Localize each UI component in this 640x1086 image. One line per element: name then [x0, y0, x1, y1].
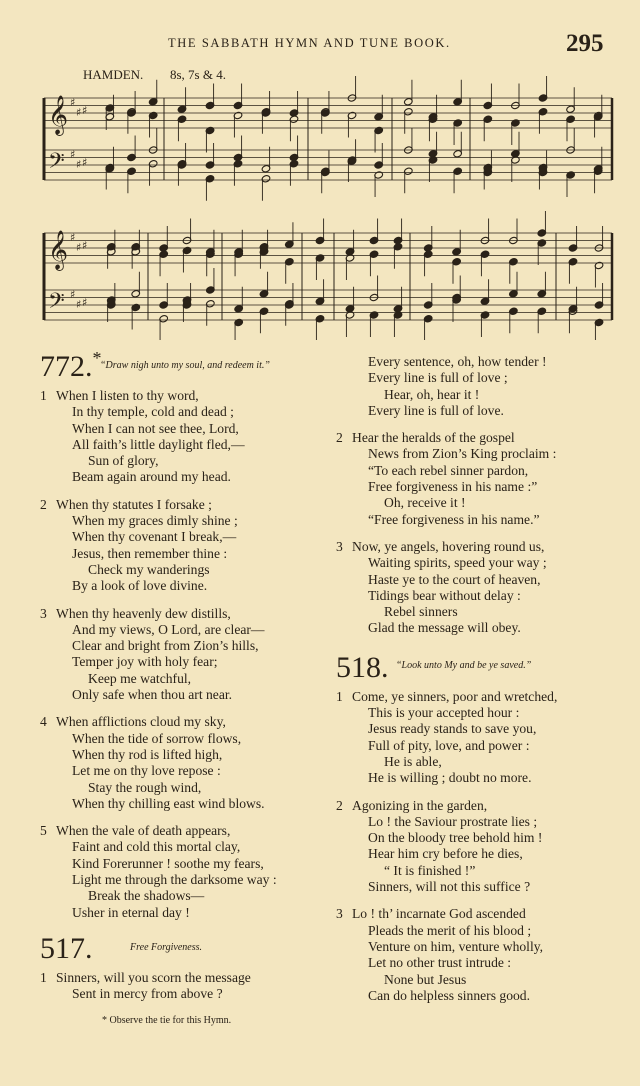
- stanza: [40, 388, 330, 486]
- verse-line: [40, 747, 330, 763]
- verse-text: Let me on thy love repose :: [72, 763, 221, 779]
- hymn-number: 517.: [40, 931, 93, 965]
- stanza: [336, 430, 636, 528]
- left-column: [40, 350, 330, 1014]
- verse-line: [40, 546, 330, 562]
- verse-text: Can do helpless sinners good.: [368, 987, 530, 1003]
- verse-text: “ It is finished !”: [384, 862, 476, 878]
- verse-line: [336, 354, 636, 370]
- hymn-517-stanzas-continued: [336, 354, 636, 637]
- verse-line: [40, 388, 330, 404]
- verse-text: When the tide of sorrow flows,: [72, 730, 242, 746]
- verse-text: When I can not see thee, Lord,: [72, 420, 239, 436]
- stanza: [336, 354, 636, 419]
- sharp-icon: ♯: [76, 106, 82, 119]
- verse-text: Rebel sinners: [384, 604, 458, 620]
- verse-text: Only safe when thou art near.: [72, 687, 233, 703]
- hymn-772: [40, 350, 330, 921]
- verse-line: [336, 403, 636, 419]
- sharp-icon: ♯: [82, 104, 88, 117]
- stanza-number: 2: [40, 496, 47, 512]
- stanza-number: 3: [336, 906, 343, 922]
- verse-line: [336, 430, 636, 446]
- sharp-icon: ♯: [82, 156, 88, 169]
- verse-line: [336, 738, 636, 754]
- verse-line: [336, 830, 636, 846]
- bass-clef-icon: 𝄢: [48, 289, 65, 319]
- sharp-icon: ♯: [70, 231, 76, 244]
- verse-line: [336, 721, 636, 737]
- verse-text: Jesus ready stands to save you,: [368, 721, 537, 737]
- verse-text: “To each rebel sinner pardon,: [368, 462, 529, 478]
- verse-text: When thy covenant I break,—: [72, 529, 237, 545]
- verse-line: [40, 731, 330, 747]
- verse-line: [336, 705, 636, 721]
- music-score: [0, 0, 640, 340]
- verse-text: Hear the heralds of the gospel: [352, 430, 515, 446]
- verse-line: [336, 604, 636, 620]
- hymn-518-heading: [336, 651, 636, 689]
- verse-line: [336, 754, 636, 770]
- verse-text: Waiting spirits, speed your way ;: [368, 555, 547, 571]
- verse-text: Every line is full of love.: [368, 402, 504, 418]
- stanza-number: 3: [336, 538, 343, 554]
- verse-text: None but Jesus: [384, 971, 467, 987]
- verse-line: [40, 421, 330, 437]
- verse-text: When afflictions cloud my sky,: [56, 714, 226, 730]
- verse-line: [40, 578, 330, 594]
- verse-text: Sun of glory,: [88, 453, 159, 469]
- verse-text: When thy rod is lifted high,: [72, 746, 223, 762]
- stanza: [40, 497, 330, 595]
- verse-text: When thy chilling east wind blows.: [72, 795, 265, 811]
- verse-text: He is able,: [384, 753, 442, 769]
- verse-line: [336, 689, 636, 705]
- hymn-epigraph: “Look unto My and be ye saved.”: [396, 660, 532, 672]
- verse-line: [336, 972, 636, 988]
- verse-line: [336, 770, 636, 786]
- verse-text: And my views, O Lord, are clear—: [72, 621, 265, 637]
- verse-line: [40, 970, 330, 986]
- stanza-number: 4: [40, 714, 47, 730]
- verse-text: Faint and cold this mortal clay,: [72, 839, 241, 855]
- verse-text: When the vale of death appears,: [56, 823, 231, 839]
- verse-text: Hear, oh, hear it !: [384, 386, 480, 402]
- verse-text: On the bloody tree behold him !: [368, 830, 543, 846]
- verse-line: [336, 572, 636, 588]
- stanza: [336, 798, 636, 896]
- verse-text: Light me through the darksome way :: [72, 872, 277, 888]
- verse-line: [336, 988, 636, 1004]
- stanza: [40, 606, 330, 704]
- verse-line: [336, 555, 636, 571]
- stanza-number: 2: [336, 797, 343, 813]
- verse-line: [40, 872, 330, 888]
- verse-text: Free forgiveness in his name :”: [368, 479, 538, 495]
- verse-line: [40, 622, 330, 638]
- stanza: [40, 970, 330, 1003]
- sharp-icon: ♯: [76, 241, 82, 254]
- verse-line: [40, 796, 330, 812]
- verse-text: When my graces dimly shine ;: [72, 513, 238, 529]
- footnote: * Observe the tie for this Hymn.: [102, 1015, 232, 1026]
- hymn-517-heading: [40, 932, 330, 970]
- verse-text: Pleads the merit of his blood ;: [368, 922, 532, 938]
- hymn-518-stanzas: [336, 689, 636, 1004]
- verse-text: He is willing ; doubt no more.: [368, 770, 532, 786]
- sharp-icon: ♯: [70, 96, 76, 109]
- stanza: [40, 823, 330, 921]
- verse-line: [40, 453, 330, 469]
- hymn-number: 518.: [336, 650, 389, 684]
- verse-text: Lo ! the Saviour prostrate lies ;: [368, 813, 538, 829]
- verse-text: Come, ye sinners, poor and wretched,: [352, 688, 558, 704]
- verse-line: [336, 370, 636, 386]
- verse-line: [40, 529, 330, 545]
- verse-line: [336, 387, 636, 403]
- verse-line: [336, 588, 636, 604]
- right-column: [336, 354, 636, 1015]
- verse-text: Every line is full of love ;: [368, 370, 508, 386]
- verse-line: [40, 839, 330, 855]
- verse-text: Beam again around my head.: [72, 469, 231, 485]
- stanza: [40, 714, 330, 812]
- verse-text: Glad the message will obey.: [368, 620, 521, 636]
- stanza-number: 5: [40, 823, 47, 839]
- hymn-epigraph: Free Forgiveness.: [130, 941, 203, 953]
- verse-text: Temper joy with holy fear;: [72, 654, 218, 670]
- verse-text: Break the shadows—: [88, 888, 205, 904]
- verse-line: [40, 606, 330, 622]
- verse-line: [336, 446, 636, 462]
- verse-text: Full of pity, love, and power :: [368, 737, 530, 753]
- verse-text: This is your accepted hour :: [368, 705, 520, 721]
- verse-line: [40, 763, 330, 779]
- verse-line: [40, 856, 330, 872]
- hymn-footnote-mark: *: [92, 348, 102, 368]
- verse-line: [336, 495, 636, 511]
- verse-line: [336, 846, 636, 862]
- verse-text: Check my wanderings: [88, 561, 210, 577]
- verse-line: [40, 638, 330, 654]
- tune-name: HAMDEN.: [83, 67, 144, 82]
- hymn-517-stanzas-start: [40, 970, 330, 1003]
- treble-clef-icon: 𝄞: [48, 230, 69, 270]
- music-system-1: [44, 76, 612, 201]
- verse-line: [336, 939, 636, 955]
- verse-text: Lo ! th’ incarnate God ascended: [352, 906, 526, 922]
- verse-text: Usher in eternal day !: [72, 904, 190, 920]
- verse-text: Now, ye angels, hovering round us,: [352, 538, 545, 554]
- verse-text: All faith’s little daylight fled,—: [72, 436, 245, 452]
- hymn-517: [40, 932, 330, 1003]
- verse-text: Let no other trust intrude :: [368, 955, 512, 971]
- verse-line: [336, 814, 636, 830]
- sharp-icon: ♯: [82, 296, 88, 309]
- verse-text: When thy statutes I forsake ;: [56, 496, 212, 512]
- verse-text: Sinners, will not this suffice ?: [368, 879, 531, 895]
- verse-line: [40, 823, 330, 839]
- stanza-number: 2: [336, 430, 343, 446]
- verse-text: When I listen to thy word,: [56, 388, 199, 403]
- verse-line: [40, 654, 330, 670]
- verse-line: [336, 463, 636, 479]
- verse-line: [336, 955, 636, 971]
- verse-text: Keep me watchful,: [88, 670, 192, 686]
- hymn-518: [336, 651, 636, 1004]
- running-title: THE SABBATH HYMN AND TUNE BOOK.: [168, 36, 451, 50]
- stanza: [336, 906, 636, 1004]
- verse-text: Every sentence, oh, how tender !: [368, 354, 547, 369]
- verse-line: [40, 671, 330, 687]
- verse-line: [40, 905, 330, 921]
- verse-line: [336, 906, 636, 922]
- verse-line: [336, 512, 636, 528]
- hymn-epigraph: “Draw nigh unto my soul, and redeem it.”: [100, 359, 270, 371]
- verse-line: [336, 798, 636, 814]
- verse-text: Venture on him, venture wholly,: [368, 938, 544, 954]
- verse-text: Tidings bear without delay :: [368, 587, 521, 603]
- verse-text: Clear and bright from Zion’s hills,: [72, 638, 259, 654]
- verse-text: Agonizing in the garden,: [352, 797, 488, 813]
- verse-line: [336, 923, 636, 939]
- verse-line: [336, 620, 636, 636]
- verse-line: [336, 479, 636, 495]
- verse-line: [336, 863, 636, 879]
- verse-line: [40, 986, 330, 1002]
- verse-text: Kind Forerunner ! soothe my fears,: [72, 855, 264, 871]
- page-number: 295: [566, 30, 604, 57]
- verse-line: [336, 539, 636, 555]
- verse-text: Hear him cry before he dies,: [368, 846, 523, 862]
- stanza-number: 3: [40, 605, 47, 621]
- sharp-icon: ♯: [82, 239, 88, 252]
- sharp-icon: ♯: [70, 288, 76, 301]
- verse-line: [40, 404, 330, 420]
- verse-line: [40, 437, 330, 453]
- verse-line: [40, 888, 330, 904]
- sharp-icon: ♯: [76, 158, 82, 171]
- verse-line: [40, 513, 330, 529]
- verse-line: [336, 879, 636, 895]
- verse-line: [40, 469, 330, 485]
- verse-text: News from Zion’s King proclaim :: [368, 446, 557, 462]
- stanza-number: 1: [40, 969, 47, 985]
- tune-meter: 8s, 7s & 4.: [170, 67, 226, 82]
- verse-text: “Free forgiveness in his name.”: [368, 511, 540, 527]
- treble-clef-icon: 𝄞: [48, 95, 69, 135]
- stanza-number: 1: [336, 688, 343, 704]
- bass-clef-icon: 𝄢: [48, 149, 65, 179]
- verse-line: [40, 714, 330, 730]
- verse-text: Haste ye to the court of heaven,: [368, 571, 541, 587]
- hymn-772-stanzas: [40, 388, 330, 921]
- verse-line: [40, 687, 330, 703]
- sharp-icon: ♯: [70, 148, 76, 161]
- verse-text: In thy temple, cold and dead ;: [72, 404, 234, 420]
- sharp-icon: ♯: [76, 298, 82, 311]
- hymn-772-heading: [40, 350, 330, 388]
- verse-text: By a look of love divine.: [72, 578, 208, 594]
- stanza: [336, 689, 636, 787]
- stanza: [336, 539, 636, 637]
- music-system-2: [44, 211, 612, 340]
- verse-text: Sent in mercy from above ?: [72, 986, 223, 1002]
- verse-text: Stay the rough wind,: [88, 779, 202, 795]
- stanza-number: 1: [40, 388, 47, 403]
- verse-line: [40, 780, 330, 796]
- hymn-number: 772.: [40, 350, 93, 383]
- verse-line: [40, 497, 330, 513]
- verse-text: Sinners, will you scorn the message: [56, 969, 251, 985]
- verse-text: When thy heavenly dew distills,: [56, 605, 231, 621]
- verse-line: [40, 562, 330, 578]
- verse-text: Jesus, then remember thine :: [72, 545, 228, 561]
- verse-text: Oh, receive it !: [384, 495, 466, 511]
